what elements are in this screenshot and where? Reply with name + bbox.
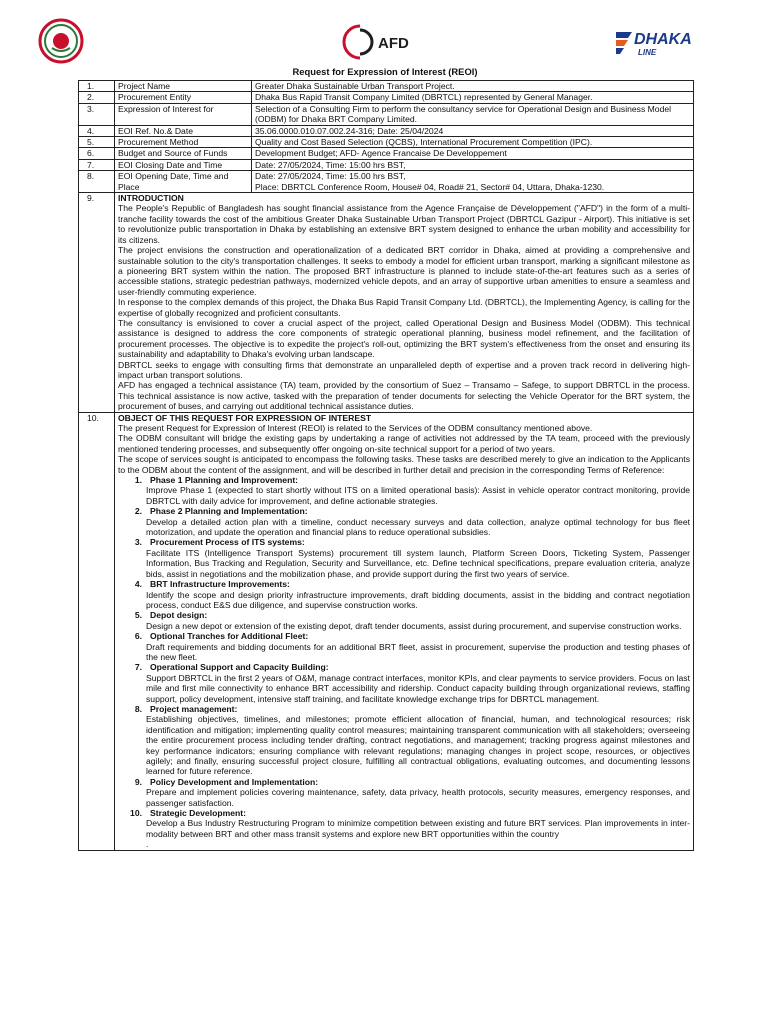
task-list bbox=[118, 475, 690, 839]
row-label: Project Name bbox=[115, 81, 252, 92]
row-number: 10. bbox=[79, 412, 115, 850]
task-heading: Phase 2 Planning and Implementation: bbox=[150, 506, 308, 517]
table-row bbox=[79, 148, 694, 159]
row-value: Selection of a Consulting Firm to perform the consultancy service for Operational Design and Business Model (ODBM) for Dhaka BRT Company Limited. bbox=[252, 103, 694, 125]
list-item bbox=[118, 631, 690, 662]
task-body: Design a new depot or extension of the existing depot, draft tender documents, assist during procurement, and supervise construction works. bbox=[146, 620, 682, 631]
paragraph: The People's Republic of Bangladesh has sought financial assistance from the Agence Française de Développement ("AFD") in the form of a multi-tranche facility towards the cost of the ambitious Greater Dhaka Sustainable Urban Transport Project (DBRTCL Gazipur - Airport). This initiative is set to revolutionize public transportation in Dhaka by establishing an extensive BRT system designed to enhance the urban mobility and accessibility for its citizens. bbox=[118, 203, 690, 245]
task-body: Prepare and implement policies covering maintenance, safety, data privacy, health protocols, security measures, emergency responses, and passenger satisfaction. bbox=[146, 787, 690, 808]
row-number: 3. bbox=[79, 103, 115, 125]
list-item bbox=[118, 475, 690, 506]
task-number: 6. bbox=[134, 631, 142, 642]
task-title bbox=[118, 777, 690, 787]
task-body: Improve Phase 1 (expected to start shortly without ITS on a limited operational basis): Assist in vehicle operator contract monitoring, provide DBRTCL with daily advice for improvement, and define actionable strategies. bbox=[146, 485, 690, 506]
task-body: Support DBRTCL in the first 2 years of O&M, manage contract interfaces, monitor KPIs, and clear payments to service providers. Focus on last mile and first mile connectivity to enhance BRT accessibility and ridership. Conduct capacity building through organizational reviews, staffing support, policy development, intensive staff training, and facilitate knowledge exchange trips for DBRTCL management. bbox=[146, 672, 690, 704]
row-label: Budget and Source of Funds bbox=[115, 148, 252, 159]
task-heading: BRT Infrastructure Improvements: bbox=[150, 579, 290, 590]
row-number: 4. bbox=[79, 125, 115, 136]
table-row bbox=[79, 81, 694, 92]
paragraph: In response to the complex demands of this project, the Dhaka Bus Rapid Transit Company Ltd. (DBRTCL), the Implementing Agency, is calling for the expertise of globally recognized and proficient consultants. bbox=[118, 297, 690, 318]
gov-bangladesh-seal-icon bbox=[38, 18, 84, 64]
document-title: Request for Expression of Interest (REOI) bbox=[292, 66, 478, 77]
task-body: Draft requirements and bidding documents for an additional BRT fleet, assist in procurement, supervise the production and testing phases of the new fleet. bbox=[146, 641, 690, 662]
trailing-text: . bbox=[146, 839, 149, 850]
task-number: 4. bbox=[134, 579, 142, 590]
task-heading: Depot design: bbox=[150, 610, 208, 621]
paragraph: AFD has engaged a technical assistance (TA) team, provided by the consortium of Suez – Transamo – Safege, to support DBRTCL in the process. This technical assistance is now active, tasked with the preparation of tender documents for selecting the Vehicle Operator for the BRT system, the procurement of buses, and carrying out additional technical assistance duties. bbox=[118, 380, 690, 412]
row-label: Expression of Interest for bbox=[115, 103, 252, 125]
list-item bbox=[118, 537, 690, 579]
table-row bbox=[79, 171, 694, 193]
task-heading: Procurement Process of ITS systems: bbox=[150, 537, 305, 548]
row-label: Procurement Method bbox=[115, 137, 252, 148]
task-heading: Project management: bbox=[150, 703, 238, 714]
task-number: 7. bbox=[134, 662, 142, 673]
row-label: EOI Ref. No.& Date bbox=[115, 125, 252, 136]
task-number: 10. bbox=[130, 808, 142, 819]
list-item bbox=[118, 777, 690, 808]
task-title bbox=[118, 537, 690, 547]
row-value: Dhaka Bus Rapid Transit Company Limited (DBRTCL) represented by General Manager. bbox=[252, 92, 694, 103]
row-number: 1. bbox=[79, 81, 115, 92]
paragraph: The project envisions the construction and operationalization of a dedicated BRT corridor in Dhaka, aimed at providing a comprehensive and sustainable solution to the city's transportation challenges. It seeks to embody a model for efficient urban transport, marking a significant milestone as a pioneering BRT system within the nation. The proposed BRT infrastructure is planned to include state-of-the-art features such as a series of accessible stations, strategic pedestrian pathways, modernized vehicle depots, and an array of supportive urban amenities to ensure a seamless and user-friendly commuting experience. bbox=[118, 245, 690, 297]
paragraph: The ODBM consultant will bridge the existing gaps by undertaking a range of activities not addressed by the TA team, proceed with the previously mentioned tendering processes, and subsequently offer ongoing on-site technical support for a period of two years. bbox=[118, 433, 690, 454]
row-value: Date: 27/05/2024, Time: 15.00 hrs BST, bbox=[255, 171, 406, 182]
task-title bbox=[118, 662, 690, 672]
table-row bbox=[79, 137, 694, 148]
row-value: Date: 27/05/2024, Time: 15:00 hrs BST, bbox=[252, 159, 694, 170]
task-number: 8. bbox=[134, 703, 142, 714]
afd-logo-text: AFD bbox=[378, 35, 409, 52]
task-body: Identify the scope and design priority infrastructure improvements, draft bidding documents, assist in the bidding and contract negotiation process, conduct E&S due diligence, and supervise construction works. bbox=[146, 589, 690, 610]
task-heading: Phase 1 Planning and Improvement: bbox=[150, 475, 299, 486]
row-value-cell bbox=[252, 171, 694, 193]
row-value: Greater Dhaka Sustainable Urban Transport Project. bbox=[252, 81, 694, 92]
task-heading: Policy Development and Implementation: bbox=[150, 776, 319, 787]
table-row bbox=[79, 103, 694, 125]
task-number: 9. bbox=[134, 776, 142, 787]
object-section bbox=[115, 412, 694, 850]
paragraph: DBRTCL seeks to engage with consulting firms that demonstrate an unparalleled depth of expertise and a proven track record in delivering high-impact urban transport solutions. bbox=[118, 359, 690, 380]
row-value: Development Budget; AFD- Agence Francaise De Developpement bbox=[252, 148, 694, 159]
row-value: 35.06.0000.010.07.002.24-316; Date: 25/04/2024 bbox=[252, 125, 694, 136]
row-number: 5. bbox=[79, 137, 115, 148]
task-number: 2. bbox=[134, 506, 142, 517]
row-number: 2. bbox=[79, 92, 115, 103]
row-number: 6. bbox=[79, 148, 115, 159]
task-body: Establishing objectives, timelines, and milestones; promote efficient allocation of financial, human, and technological resources; risk identification and mitigation; implementing quality control measures; maintaining transparent communication with all stakeholders; overseeing the entire procurement process including tender drafting, contract negotiations, and management; tracking progress against milestones and key performance indicators; ensuring compliance with relevant regulations; managing changes in project scope, resources, or objectives agilely; and finally, ensuring successful project closure, fulfilling all contractual obligations, evaluating outcomes, and documenting lessons learned for future reference. bbox=[146, 714, 690, 777]
task-title bbox=[118, 475, 690, 485]
table-row bbox=[79, 159, 694, 170]
row-value-place: Place: DBRTCL Conference Room, House# 04, Road# 21, Sector# 04, Uttara, Dhaka-1230. bbox=[255, 181, 605, 192]
list-item bbox=[118, 579, 690, 610]
task-number: 3. bbox=[134, 537, 142, 548]
task-number: 1. bbox=[134, 475, 142, 486]
table-row-introduction bbox=[79, 193, 694, 413]
list-item bbox=[118, 704, 690, 777]
list-item bbox=[118, 610, 690, 631]
task-heading: Strategic Development: bbox=[150, 808, 246, 819]
section-title: INTRODUCTION bbox=[118, 193, 184, 204]
line-logo-text: LINE bbox=[638, 48, 657, 57]
row-label: EOI Closing Date and Time bbox=[115, 159, 252, 170]
row-label: Procurement Entity bbox=[115, 92, 252, 103]
task-title bbox=[118, 506, 690, 516]
reoi-table bbox=[78, 80, 694, 851]
row-number: 8. bbox=[79, 171, 115, 193]
table-row bbox=[79, 92, 694, 103]
row-label: EOI Opening Date, Time and Place bbox=[115, 171, 252, 193]
paragraph: The present Request for Expression of Interest (REOI) is related to the Services of the ODBM consultancy mentioned above. bbox=[118, 423, 593, 433]
section-title: OBJECT OF THIS REQUEST FOR EXPRESSION OF INTEREST bbox=[118, 412, 372, 423]
task-body: Facilitate ITS (Intelligence Transport Systems) procurement till system launch, Platform Screen Doors, Ticketing System, Passenger Information, Bus Tracking and Regulation, Security and Surveillance, etc. Define technical specifications, prepare evaluation criteria, analyze bids, assist in negotiations and the mobilization phase, and provide support during the first two years of service. bbox=[146, 547, 690, 579]
task-title bbox=[118, 631, 690, 641]
list-item bbox=[118, 808, 690, 839]
task-title bbox=[118, 610, 690, 620]
row-number: 9. bbox=[79, 193, 115, 413]
list-item bbox=[118, 506, 690, 537]
task-number: 5. bbox=[134, 610, 142, 621]
task-body: Develop a detailed action plan with a timeline, conduct necessary surveys and data collection, analyze optimal technology for bus fleet motorization, and update the operation and financial plans to reduce operational subsidies. bbox=[146, 516, 690, 538]
table-row-object bbox=[79, 412, 694, 850]
task-title bbox=[118, 579, 690, 589]
paragraph: The scope of services sought is anticipated to encompass the following tasks. These tasks are described merely to give an indication to the Applicants to the ODBM about the content of the assignment, and will be described in further detail and precision in the corresponding Terms of Reference: bbox=[118, 454, 690, 475]
list-item bbox=[118, 662, 690, 704]
row-number: 7. bbox=[79, 159, 115, 170]
afd-logo-icon bbox=[340, 22, 430, 62]
row-value: Quality and Cost Based Selection (QCBS), International Procurement Competition (IPC). bbox=[252, 137, 694, 148]
paragraph: The consultancy is envisioned to cover a crucial aspect of the project, called Operational Design and Business Model (ODBM). This technical assistance is designed to address the core components of strategic operational planning, business model refinement, and the facilitation of procurement processes. The objective is to expedite the project's roll-out, optimizing the BRT system's effectiveness from the onset and ensuring its sustainability and adaptability to Dhaka's evolving urban landscape. bbox=[118, 317, 690, 360]
task-body: Develop a Bus Industry Restructuring Program to minimize competition between existing and future BRT services. Plan improvements in inter-modality between BRT and other mass transit systems and explore new BRT opportunities within the country bbox=[146, 818, 690, 839]
table-row bbox=[79, 125, 694, 136]
task-heading: Optional Tranches for Additional Fleet: bbox=[150, 631, 309, 642]
task-title bbox=[118, 704, 690, 714]
task-heading: Operational Support and Capacity Building: bbox=[150, 662, 329, 673]
introduction-section bbox=[115, 193, 694, 413]
page-header bbox=[0, 0, 770, 64]
dhaka-line-logo-icon bbox=[614, 22, 718, 62]
task-title bbox=[118, 808, 690, 818]
dhaka-logo-text: DHAKA bbox=[634, 31, 692, 48]
